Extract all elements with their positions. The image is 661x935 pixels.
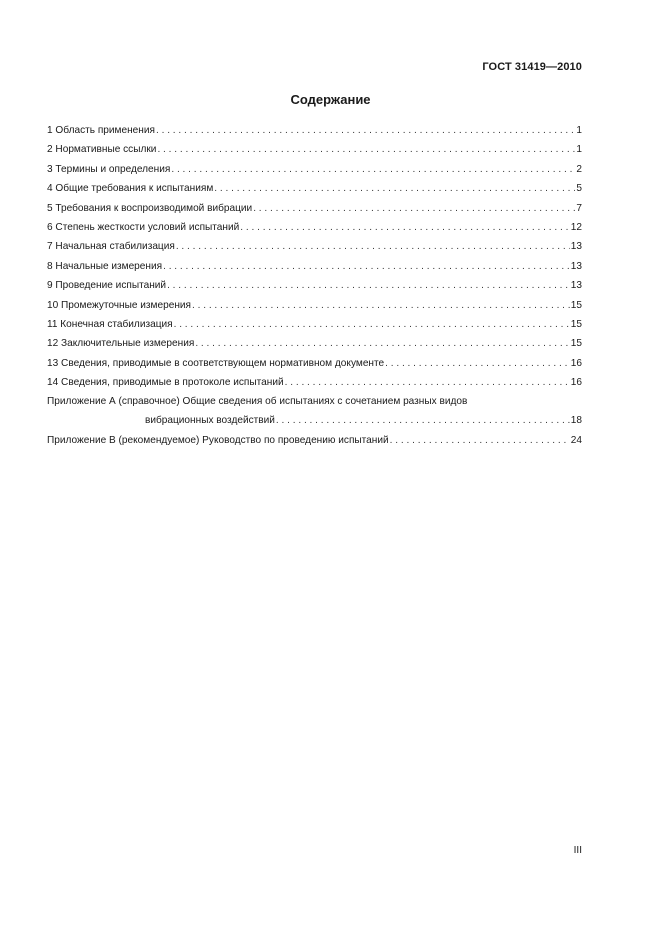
toc-entry-label: 3 Термины и определения xyxy=(47,163,171,175)
toc-entry-page: 1 xyxy=(576,125,582,136)
toc-entry-label: 6 Степень жесткости условий испытаний xyxy=(47,221,240,233)
toc-entry-label: Приложение В (рекомендуемое) Руководство по проведению испытаний xyxy=(47,434,389,446)
dot-leader xyxy=(163,257,570,276)
toc-entry-page: 15 xyxy=(570,299,582,311)
dot-leader xyxy=(214,179,575,198)
toc-entry-label: 9 Проведение испытаний xyxy=(47,280,167,292)
toc-entry-11[interactable] xyxy=(47,315,582,334)
dot-leader xyxy=(174,315,570,334)
toc-entry-label: 1 Область применения xyxy=(47,125,155,136)
toc-entry-13[interactable] xyxy=(47,354,582,373)
dot-leader xyxy=(157,140,575,159)
toc-entry-page: 1 xyxy=(576,144,582,156)
toc-entry-label: 8 Начальные измерения xyxy=(47,260,163,272)
toc-entry-label: 7 Начальная стабилизация xyxy=(47,241,175,253)
dot-leader xyxy=(195,334,569,353)
toc-entry-9[interactable] xyxy=(47,276,582,295)
toc-entry-6[interactable] xyxy=(47,218,582,237)
toc-appendix-a-heading[interactable] xyxy=(47,392,582,411)
dot-leader xyxy=(253,199,575,218)
dot-leader xyxy=(156,121,575,140)
toc-entry-label: 13 Сведения, приводимые в соответствующем нормативном документе xyxy=(47,357,385,369)
toc-entry-3[interactable] xyxy=(47,160,582,179)
dot-leader xyxy=(176,237,570,256)
table-of-contents xyxy=(47,121,582,450)
toc-entry-page: 16 xyxy=(570,357,582,369)
toc-entry-label: 10 Промежуточные измерения xyxy=(47,299,191,311)
toc-entry-page: 16 xyxy=(570,377,582,389)
page-number: III xyxy=(573,845,582,856)
toc-entry-label: вибрационных воздействий xyxy=(145,415,275,427)
toc-entry-page: 13 xyxy=(570,260,582,272)
toc-appendix-b[interactable] xyxy=(47,431,582,450)
toc-entry-5[interactable] xyxy=(47,199,582,218)
toc-entry-page: 15 xyxy=(570,338,582,350)
dot-leader xyxy=(240,218,570,237)
toc-entry-label: 12 Заключительные измерения xyxy=(47,338,195,350)
toc-entry-2[interactable] xyxy=(47,140,582,159)
toc-entry-7[interactable] xyxy=(47,237,582,256)
toc-entry-14[interactable] xyxy=(47,373,582,392)
toc-entry-1[interactable] xyxy=(47,121,582,140)
toc-entry-4[interactable] xyxy=(47,179,582,198)
standard-code: ГОСТ 31419—2010 xyxy=(482,61,582,73)
toc-entry-12[interactable] xyxy=(47,334,582,353)
dot-leader xyxy=(167,276,570,295)
toc-entry-label: 4 Общие требования к испытаниям xyxy=(47,183,214,195)
dot-leader xyxy=(390,431,570,450)
toc-entry-page: 5 xyxy=(576,183,582,195)
dot-leader xyxy=(192,296,570,315)
dot-leader xyxy=(385,354,570,373)
dot-leader xyxy=(171,160,575,179)
dot-leader xyxy=(285,373,570,392)
toc-entry-page: 24 xyxy=(570,434,582,446)
toc-entry-label: Приложение А (справочное) Общие сведения об испытаниях с сочетанием разных видов xyxy=(47,396,468,408)
toc-entry-page: 12 xyxy=(570,221,582,233)
dot-leader xyxy=(276,411,570,430)
toc-entry-10[interactable] xyxy=(47,296,582,315)
toc-title: Содержание xyxy=(290,92,371,107)
toc-entry-label: 2 Нормативные ссылки xyxy=(47,144,157,156)
toc-entry-label: 11 Конечная стабилизация xyxy=(47,318,173,330)
toc-entry-page: 13 xyxy=(570,241,582,253)
toc-entry-label: 14 Сведения, приводимые в протоколе испытаний xyxy=(47,377,284,389)
toc-entry-page: 2 xyxy=(576,163,582,175)
toc-entry-8[interactable] xyxy=(47,257,582,276)
toc-entry-page: 13 xyxy=(570,280,582,292)
toc-entry-page: 15 xyxy=(570,318,582,330)
toc-appendix-a[interactable] xyxy=(47,411,582,430)
toc-entry-label: 5 Требования к воспроизводимой вибрации xyxy=(47,202,253,214)
toc-entry-page: 18 xyxy=(570,415,582,427)
toc-entry-page: 7 xyxy=(576,202,582,214)
